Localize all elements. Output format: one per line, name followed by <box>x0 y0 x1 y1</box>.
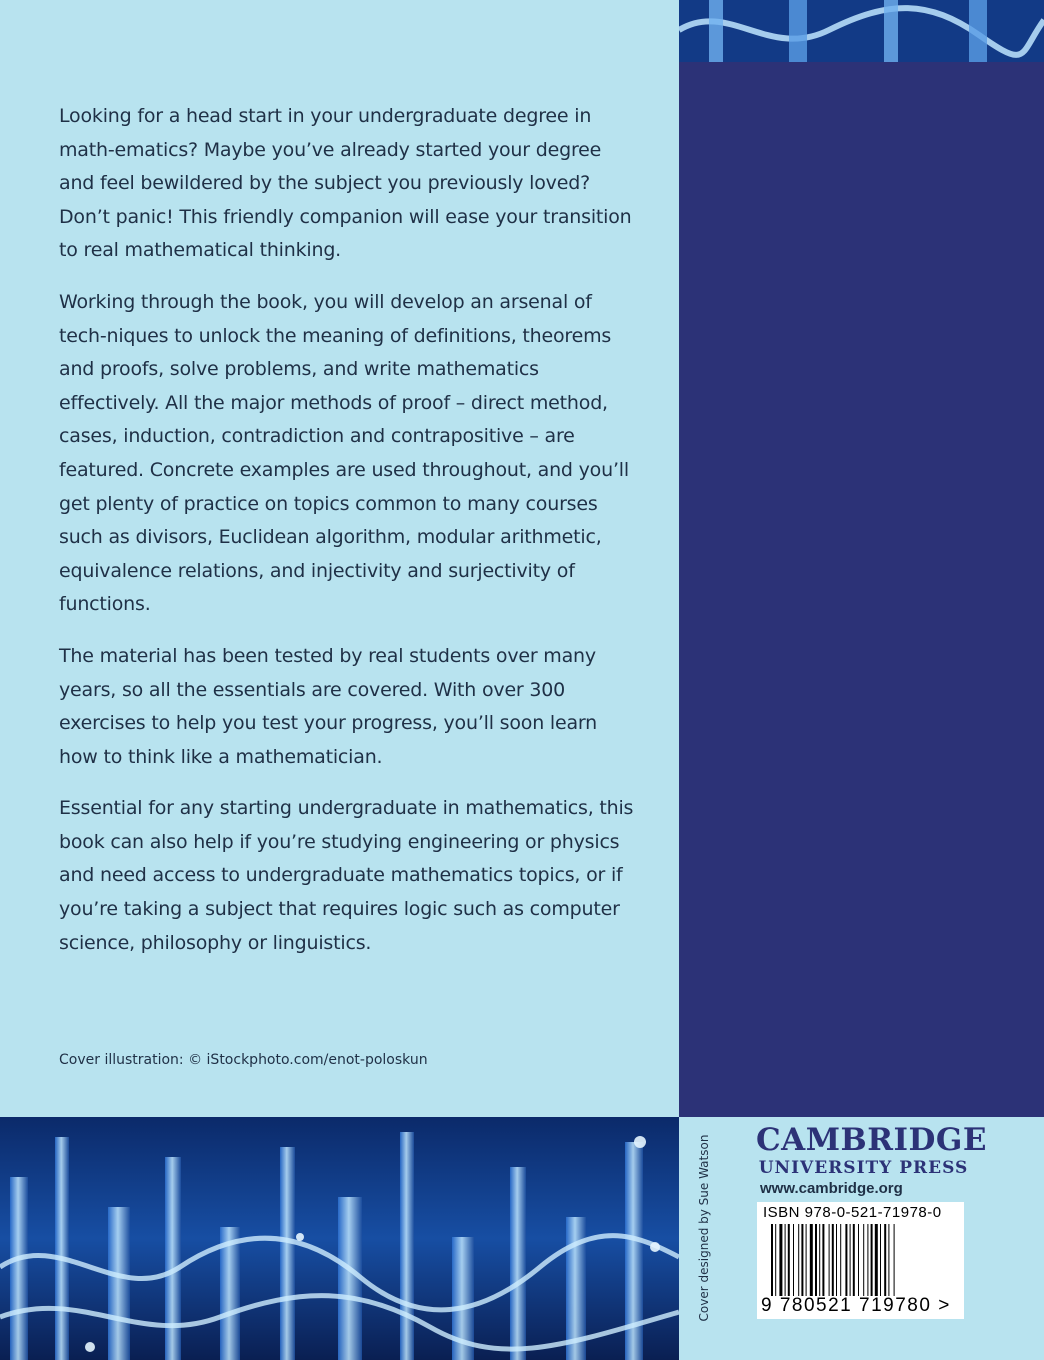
glass-tubes-illustration <box>0 1117 679 1360</box>
barcode-bar <box>771 1224 773 1296</box>
barcode-bar <box>858 1224 859 1296</box>
barcode-bar <box>867 1224 868 1296</box>
designer-credit-text: Cover designed by Sue Watson <box>697 1134 711 1321</box>
barcode-bar <box>819 1224 820 1296</box>
cover-photo-top <box>679 0 1044 62</box>
barcode-bar <box>863 1224 864 1296</box>
barcode-box <box>757 1202 964 1319</box>
barcode-bar <box>894 1224 895 1296</box>
barcode-bar <box>775 1224 776 1296</box>
publisher-logo <box>756 1122 987 1178</box>
paragraph-tested: The material has been tested by real students over many years, so all the essentials are covered. With over 300 exercises to help you test your progress, you’ll soon learn how to think like a mathematician. <box>59 644 598 768</box>
back-cover-description <box>59 100 639 978</box>
barcode-bar <box>785 1224 786 1296</box>
barcode-digits: 9 780521 719780 > <box>761 1295 951 1316</box>
barcode-bar <box>829 1224 830 1296</box>
barcode-bar <box>810 1224 813 1296</box>
cover-photo-strip <box>0 1117 679 1360</box>
barcode-bar <box>875 1224 878 1296</box>
barcode-bar <box>801 1224 803 1296</box>
barcode-bar <box>840 1224 841 1296</box>
barcode-bar <box>836 1224 837 1296</box>
cover-designer-credit <box>694 1134 714 1321</box>
publisher-name-line2: UNIVERSITY PRESS <box>758 1158 969 1178</box>
barcode-bar <box>822 1224 824 1296</box>
barcode-bar <box>871 1224 873 1296</box>
barcode-bar <box>806 1224 807 1296</box>
paragraph-audience: Essential for any starting undergraduate in mathematics, this book can also help if you’re studying engineering or physics and need access to undergraduate mathematics topics, or if you’re taking a subject that requires logic such as computer science, philosophy or linguistics. <box>59 797 634 954</box>
cover-illustration-credit: Cover illustration: © iStockphoto.com/enot-poloskun <box>59 1052 428 1068</box>
glass-tubes-top-illustration <box>679 0 1044 62</box>
barcode-bar <box>832 1224 834 1296</box>
barcode-bar <box>788 1224 790 1296</box>
barcode-bar <box>815 1224 817 1296</box>
paragraph-techniques: Working through the book, you will develop an arsenal of tech-niques to unlock the meaning of definitions, theorems and proofs, solve problems, and write mathematics effectively. All the major methods of proof – direct method, cases, induction, contradiction and contrapositive – are featured. Concrete examples are used throughout, and you’ll get plenty of practice on topics common to many courses such as divisors, Euclidean algorithm, modular arithmetic, equivalence relations, and injectivity and surjectivity of functions. <box>59 290 629 616</box>
barcode-bars <box>771 1224 951 1296</box>
navy-side-panel <box>679 62 1044 1117</box>
paragraph-intro: Looking for a head start in your undergraduate degree in math-ematics? Maybe you’ve already started your degree and feel bewildered by the subject you previously loved? Don’t panic! This friendly companion will ease your transition to real mathematical thinking. <box>59 105 632 262</box>
barcode-bar <box>779 1224 782 1296</box>
barcode-bar <box>850 1224 851 1296</box>
publisher-name-line1: CAMBRIDGE <box>756 1122 987 1158</box>
publisher-website: www.cambridge.org <box>760 1180 903 1197</box>
barcode-bar <box>798 1224 799 1296</box>
barcode-bar <box>853 1224 855 1296</box>
barcode-bar <box>793 1224 794 1296</box>
barcode-bar <box>888 1224 889 1296</box>
barcode-bar <box>884 1224 886 1296</box>
barcode-bar <box>880 1224 881 1296</box>
isbn-text: ISBN 978-0-521-71978-0 <box>763 1204 942 1221</box>
barcode-bar <box>845 1224 847 1296</box>
